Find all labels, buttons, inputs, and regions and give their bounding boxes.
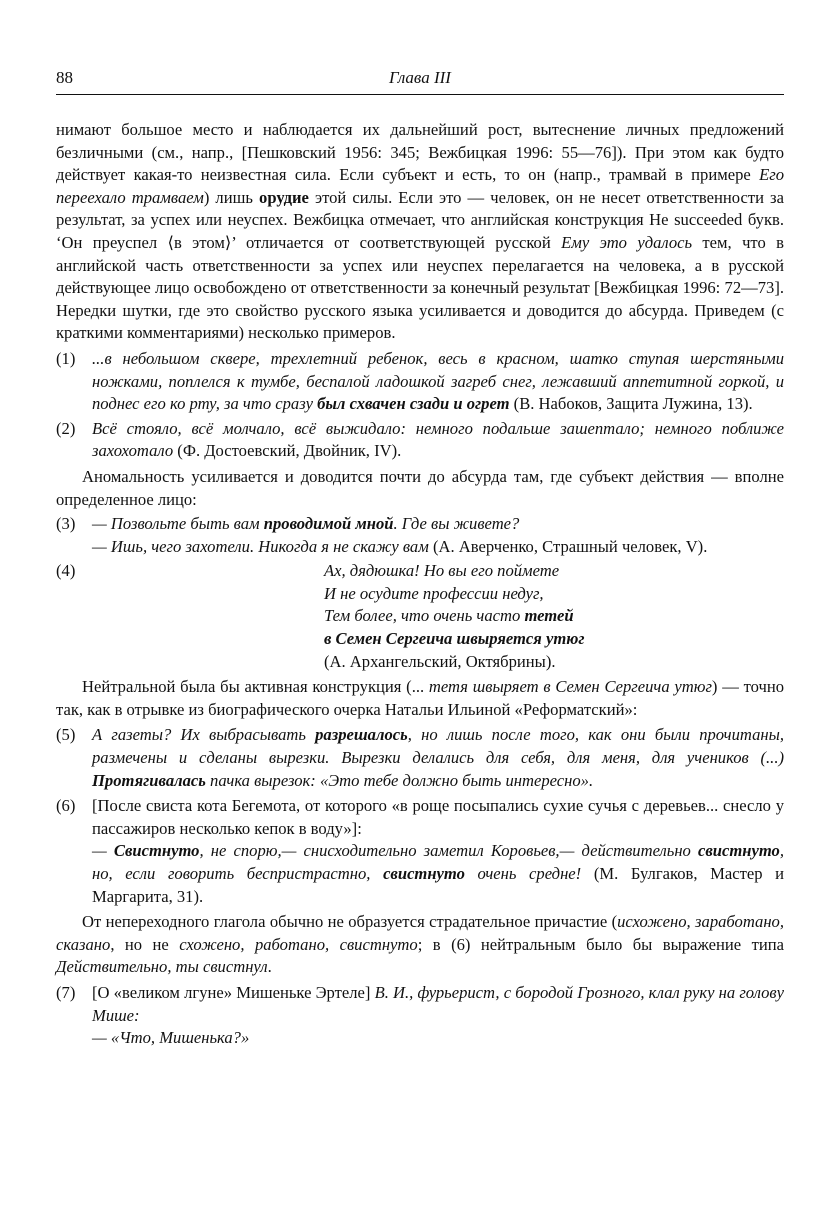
page-body xyxy=(56,119,784,1050)
chapter-title: Глава III xyxy=(389,68,451,87)
paragraph-4: От непереходного глагола обычно не образуется страдательное причастие (исхожено, заработано, сказано, но не схожено, работано, свистнуто; в (6) нейтральным было бы выражение типа Действительно, ты свистнул. xyxy=(56,912,784,977)
page-number: 88 xyxy=(56,68,73,87)
poem-line-2: И не осудите профессии недуг, xyxy=(324,583,544,603)
paragraph-2: Аномальность усиливается и доводится почти до абсурда там, где субъект действия — вполне определенное лицо: xyxy=(56,466,784,509)
example-number: (1) xyxy=(56,348,76,368)
page-header xyxy=(56,64,784,90)
example-number: (3) xyxy=(56,514,76,534)
poem-line-4: в Семен Сергеича швыряется утюг xyxy=(324,629,585,649)
example-2: (2) Всё стояло, всё молчало, всё выжидало: немного подальше зашептало; немного поближе захохотало (Ф. Достоевский, Двойник, IV). xyxy=(56,418,784,463)
example-7: (7) [О «великом лгуне» Мишеньке Эртеле] В. И., фурьерист, с бородой Грозного, клал руку на голову Мише: — «Что, Мишенька?» xyxy=(56,982,784,1050)
example-3: (3) — Позвольте быть вам проводимой мной. Где вы живете? — Ишь, чего захотели. Никогда я не скажу вам (А. Аверченко, Страшный человек, V). xyxy=(56,513,784,558)
example-6: (6) [После свиста кота Бегемота, от которого «в роще посыпались сухие сучья с деревьев... снесло у пассажиров несколько кепок в воду»]: — Свистнуто, не спорю,— снисходительно заметил Коровьев,— действительно свистнуто, но, если говорить беспристрастно, свистнуто очень средне! (М. Булгаков, Мастер и Маргарита, 31). xyxy=(56,795,784,908)
example-4 xyxy=(56,560,784,673)
example-number: (4) xyxy=(56,561,76,581)
example-number: (7) xyxy=(56,982,76,1002)
poem-line-1: Ах, дядюшка! Но вы его поймете xyxy=(324,561,560,581)
example-number: (2) xyxy=(56,418,76,438)
paragraph-1: нимают большое место и наблюдается их дальнейший рост, вытеснение личных предложений безличными (см., напр., [Пешковский 1956: 345; Вежбицкая 1996: 55—76]). При этом как будто действует какая-то неизвестная сила. Если субъект и есть, то он (напр., трамвай в примере Его переехало трамваем) лишь орудие этой силы. Если это — человек, он не несет ответственности за результат, за успех или неуспех. Вежбицка отмечает, что английская конструкция He succeeded букв. ‘Он преуспел ⟨в этом⟩’ отличается от соответствующей русской Ему это удалось тем, что в английской часть ответственности за успех или неуспех перелагается на человека, а в русской действующее лицо освобождено от ответственности за конечный результат [Вежбицкая 1996: 72—73]. Нередки шутки, где это свойство русского языка усиливается и доводится до абсурда. Приведем (с краткими комментариями) несколько примеров. xyxy=(56,120,784,343)
example-number: (6) xyxy=(56,796,76,816)
example-1: (1) ...в небольшом сквере, трехлетний ребенок, весь в красном, шатко ступая шерстяными ножками, поплелся к тумбе, беспалой ладошкой загреб снег, лежавший аппетитной горкой, и поднес его ко рту, за что сразу был схвачен сзади и огрет (В. Набоков, Защита Лужина, 13). xyxy=(56,348,784,416)
example-5: (5) А газеты? Их выбрасывать разрешалось, но лишь после того, как они были прочитаны, размечены и сделаны вырезки. Вырезки делались для себя, для меня, для учеников (...) Протягивалась пачка вырезок: «Это тебе должно быть интересно». xyxy=(56,724,784,792)
poem-line-3: Тем более, что очень часто тетей xyxy=(324,606,574,626)
paragraph-3: Нейтральной была бы активная конструкция (... тетя швыряет в Семен Сергеича утюг) — точно так, как в отрывке из биографического очерка Натальи Ильиной «Реформатский»: xyxy=(56,677,785,719)
poem-source: (А. Архангельский, Октябрины). xyxy=(324,651,556,671)
header-rule xyxy=(56,94,784,95)
example-number: (5) xyxy=(56,725,76,745)
